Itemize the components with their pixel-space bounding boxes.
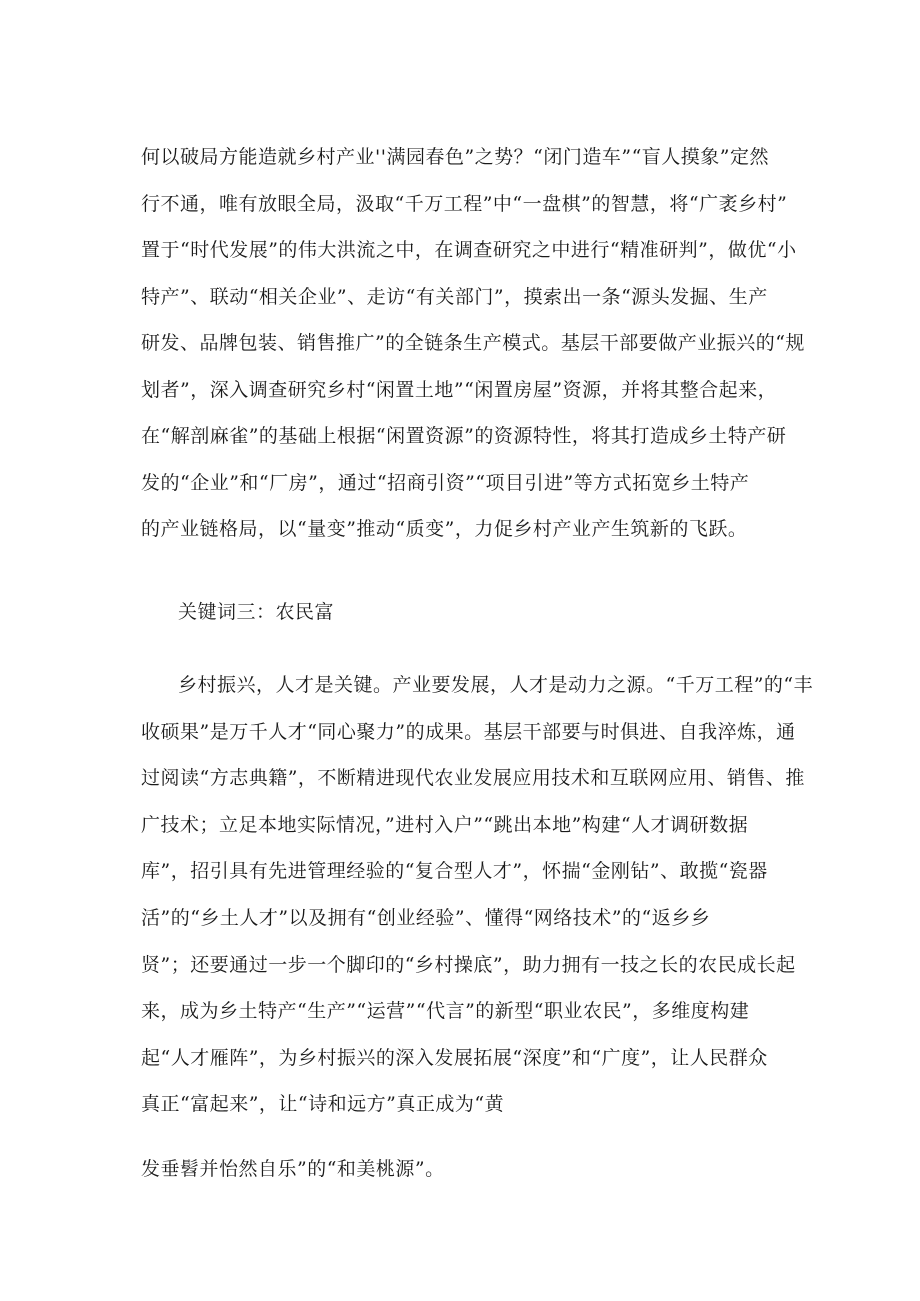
text-line: 研发、品牌包装、销售推广”的全链条生产模式。基层干部要做产业振兴的“规	[141, 332, 805, 354]
closing-line: 发垂髫并怡然自乐”的“和美桃源”。	[141, 1158, 445, 1180]
text-line: 乡村振兴，人才是关键。产业要发展，人才是动力之源。“千万工程”的“丰	[178, 674, 814, 696]
text-line: 活”的“乡土人才”以及拥有“创业经验”、懂得“网络技术”的“返乡乡	[141, 907, 711, 929]
text-line: 何以破局方能造就乡村产业''满园春色”之势？“闭门造车”“盲人摸象”定然	[141, 146, 770, 168]
text-line: 划者”，深入调查研究乡村“闲置土地”“闲置房屋”资源，并将其整合起来，	[141, 378, 778, 401]
text-line: 发的“企业”和“厂房”，通过“招商引资”“项目引进”等方式拓宽乡土特产	[141, 471, 750, 494]
text-line: 广技术；立足本地实际情况，”进村入户”“跳出本地”构建“人才调研数据	[141, 813, 749, 836]
text-line: 库”，招引具有先进管理经验的“复合型人才”，怀揣“金刚钻”、敢揽“瓷器	[141, 860, 768, 883]
text-line: 过阅读“方志典籍”，不断精进现代农业发展应用技术和互联网应用、销售、推	[141, 767, 805, 790]
text-line: 置于“时代发展”的伟大洪流之中，在调查研究之中进行“精准研判”，做优“小	[141, 239, 797, 261]
section-heading-3: 关键词三：农民富	[178, 601, 335, 623]
text-line: 来，成为乡土特产“生产”“运营”“代言”的新型“职业农民”，多维度构建	[141, 1000, 750, 1023]
text-line: 特产”、联动“相关企业”、走访“有关部门”，摸索出一条“源头发掘、生产	[141, 285, 768, 308]
text-line: 收硕果”是万千人才“同心聚力”的成果。基层干部要与时俱进、自我淬炼，通	[141, 720, 796, 743]
text-line: 起“人才雁阵”，为乡村振兴的深入发展拓展“深度”和“广度”，让人民群众	[141, 1046, 768, 1069]
text-line: 贤”；还要通过一步一个脚印的“乡村操底”，助力拥有一技之长的农民成长起	[141, 953, 796, 976]
text-line: 的产业链格局，以“量变”推动“质变”，力促乡村产业产生筑新的飞跃。	[141, 518, 748, 540]
text-line: 行不通，唯有放眼全局，汲取“千万工程”中“一盘棋”的智慧，将“广袤乡村”	[141, 192, 788, 215]
text-line: 真正“富起来”，让“诗和远方”真正成为“黄	[141, 1093, 505, 1116]
text-line: 在“解剖麻雀”的基础上根据“闲置资源”的资源特性，将其打造成乡土特产研	[141, 425, 787, 447]
